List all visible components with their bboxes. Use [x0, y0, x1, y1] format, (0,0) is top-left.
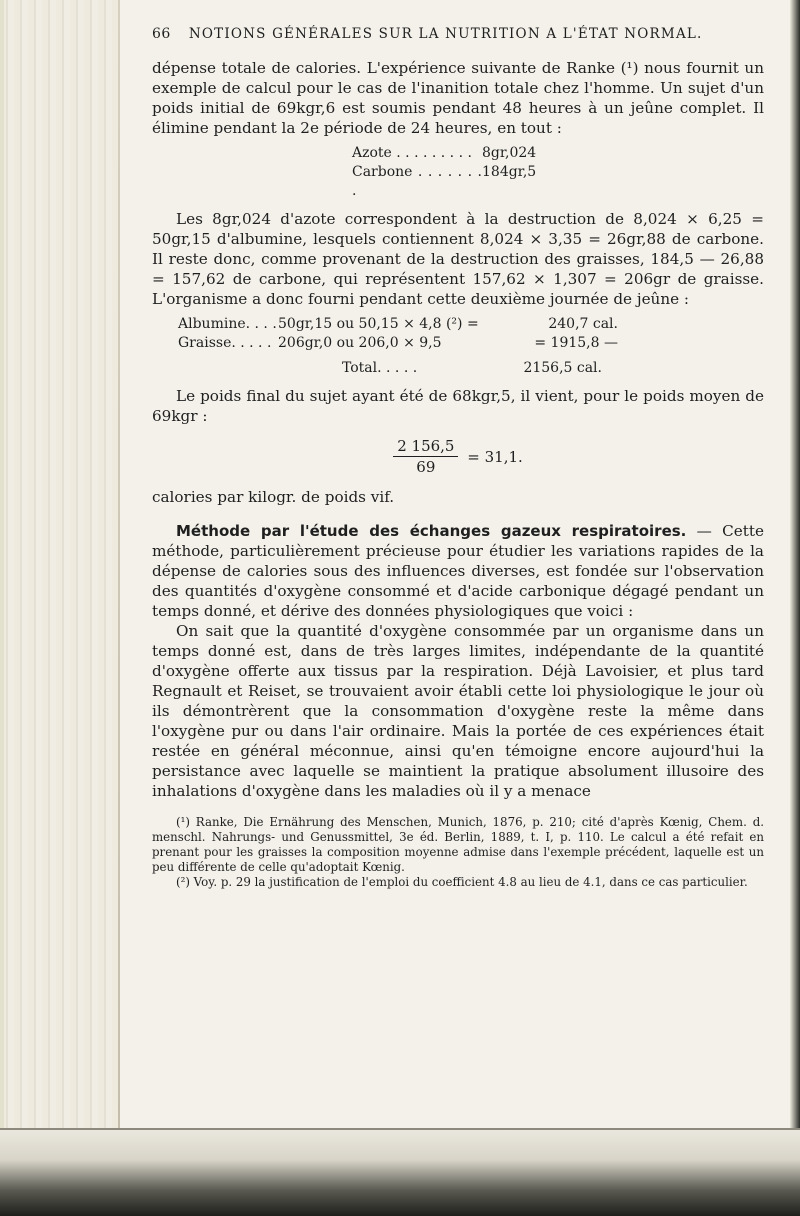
elimination-row-carbone: [152, 163, 764, 201]
calc-total-label: Total. . . . .: [342, 360, 418, 376]
paragraph-4: calories par kilogr. de poids vif.: [152, 488, 395, 506]
scan-bottom-shadow: [0, 1128, 800, 1216]
running-head: [152, 24, 764, 44]
book-page: [152, 24, 764, 890]
footnote-2: (²) Voy. p. 29 la justification de l'emploi du coefficient 4.8 au lieu de 4.1, dans ce cas particulier.: [176, 875, 748, 889]
fraction-denominator: 69: [416, 458, 436, 476]
page-number: 66: [152, 26, 171, 42]
paragraph-2: Les 8gr,024 d'azote correspondent à la destruction de 8,024 × 6,25 = 50gr,15 d'albumine, lesquels contiennent 8,024 × 3,35 = 26gr,88 de carbone. Il reste donc, comme provenant de la destruction des graisses, 184,5 — 26,88 = 157,62 de carbone, qui représentent 157,62 × 1,307 = 206gr de graisse. L'organisme a donc fourni pendant cette deuxième journée de jeûne :: [152, 210, 764, 308]
paragraph-3: Le poids final du sujet ayant été de 68kgr,5, il vient, pour le poids moyen de 69kgr :: [152, 387, 764, 425]
footnotes: [152, 815, 764, 890]
calc-formula: 206gr,0 ou 206,0 × 9,5: [278, 335, 442, 351]
elimination-value: 184gr,5: [482, 164, 537, 180]
calc-result: 240,7 cal.: [548, 316, 618, 332]
calc-row-albumine: [152, 315, 764, 334]
fraction-result: = 31,1.: [467, 447, 523, 466]
elimination-row-azote: [152, 144, 764, 163]
running-title: NOTIONS GÉNÉRALES SUR LA NUTRITION A L'ÉTAT NORMAL.: [188, 26, 703, 42]
elimination-table: [152, 144, 764, 201]
fraction-numerator: 2 156,5: [393, 436, 458, 457]
section-paragraph: [152, 521, 764, 621]
calc-label: Graisse. . . . .: [178, 335, 272, 351]
paragraph-1: dépense totale de calories. L'expérience suivante de Ranke (¹) nous fournit un exemple de calcul pour le cas de l'inanition totale chez l'homme. Un sujet d'un poids initial de 69kgr,6 est soumis pendant 48 heures à un jeûne complet. Il élimine pendant la 2e période de 24 heures, en tout :: [152, 59, 764, 137]
calc-formula: 50gr,15 ou 50,15 × 4,8 (²) =: [278, 316, 479, 332]
footnote-1: (¹) Ranke, Die Ernährung des Menschen, Munich, 1876, p. 210; cité d'après Kœnig, Chem. d. menschl. Nahrungs- und Genussmittel, 3e éd. Berlin, 1889, t. I, p. 110. Le calcul a été refait en prenant pour les graisses la composition moyenne admise dans l'exemple précédent, laquelle est un peu différente de celle qu'adoptait Kœnig.: [152, 815, 764, 874]
elimination-label: Carbone . . . . . . . .: [352, 164, 482, 199]
calc-total-row: [152, 359, 764, 378]
elimination-label: Azote . . . . . . . . .: [352, 145, 472, 161]
elimination-value: 8gr,024: [482, 145, 537, 161]
calc-row-graisse: [152, 334, 764, 353]
calories-per-kg-formula: [152, 436, 764, 477]
right-page-edge: [790, 0, 800, 1216]
facing-page-edge: [0, 0, 120, 1216]
paragraph-5: On sait que la quantité d'oxygène consommée par un organisme dans un temps donné est, dans de très larges limites, indépendante de la quantité d'oxygène offerte aux tissus par la respiration. Déjà Lavoisier, et plus tard Regnault et Reiset, se trouvaient avoir établi cette loi physiologique le jour où ils démontrèrent que la consommation d'oxygène reste la même dans l'oxygène pur ou dans l'air ordinaire. Mais la portée de ces expériences était restée en général méconnue, ainsi qu'en témoigne encore aujourd'hui la persistance avec laquelle se maintient la pratique absolument illusoire des inhalations d'oxygène dans les maladies où il y a menace: [152, 622, 764, 800]
calorie-calculation: [152, 315, 764, 378]
calc-result: = 1915,8 —: [534, 335, 618, 351]
calc-label: Albumine. . . .: [178, 316, 277, 332]
section-title: Méthode par l'étude des échanges gazeux respiratoires.: [176, 522, 687, 540]
calc-total-value: 2156,5 cal.: [523, 360, 602, 376]
section-lead: — Cette méthode, particulièrement précieuse pour étudier les variations rapides de la dépense de calories sous des influences diverses, est fondée sur l'observation des quantités d'oxygène consommé et d'acide carbonique dégagé pendant un temps donné, et dérive des données physiologiques que voici :: [152, 522, 764, 620]
fraction: [393, 436, 458, 477]
